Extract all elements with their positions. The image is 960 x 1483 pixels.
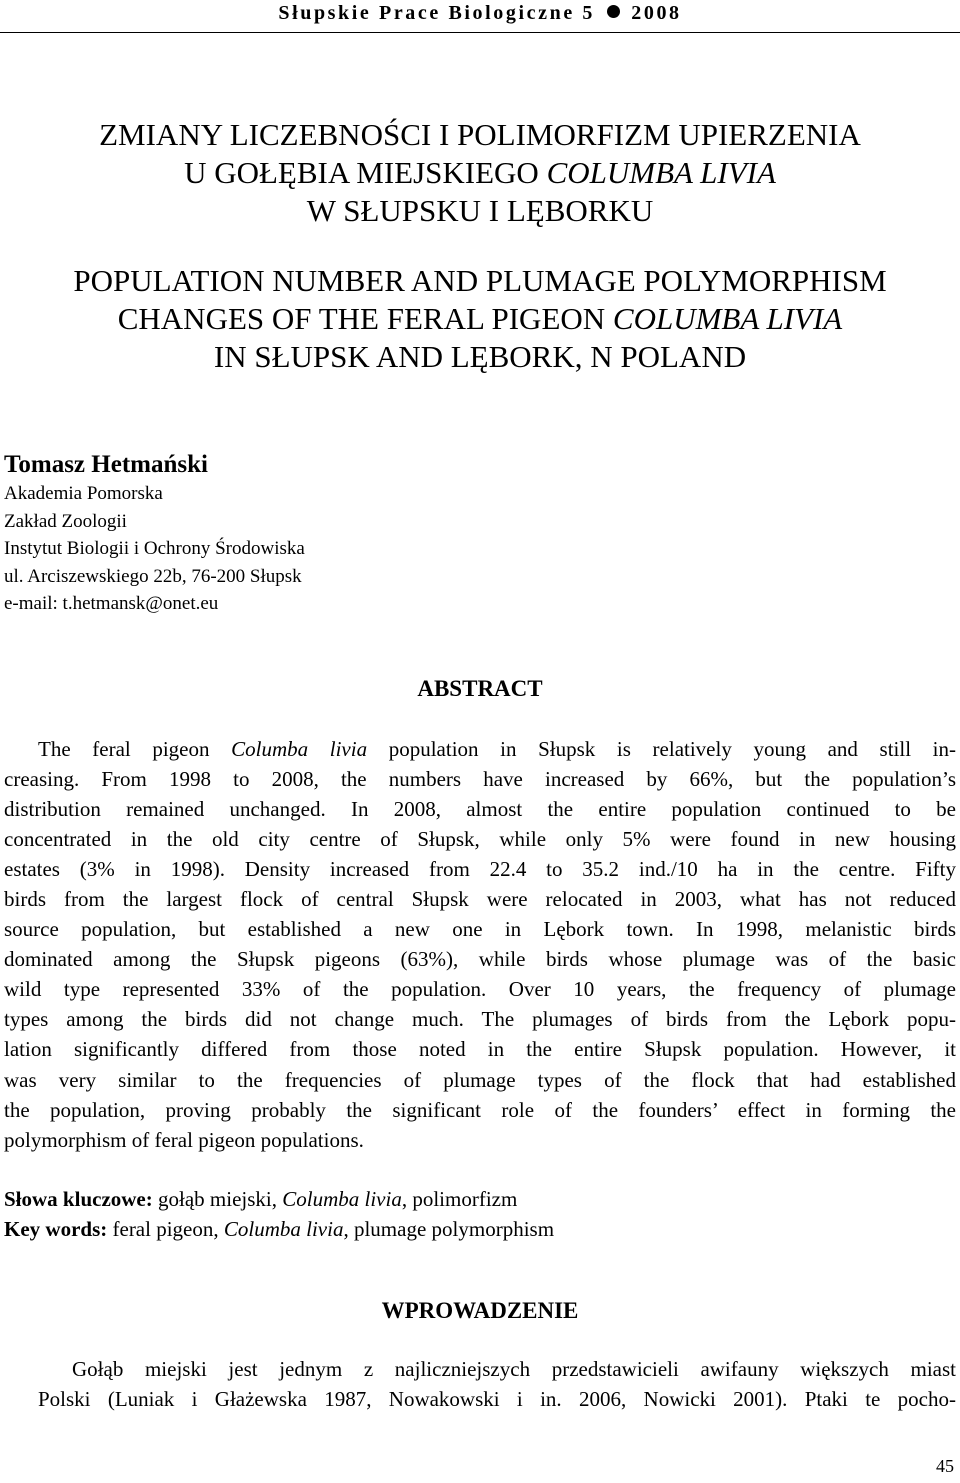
abstract-line	[4, 1034, 956, 1064]
keywords-pl-text-end: , polimorfizm	[401, 1187, 518, 1211]
abstract-text: population in Słupsk is relatively young and still in-	[367, 737, 956, 761]
abstract-text: creasing. From 1998 to 2008, the numbers have increased by 66%, but the population’s	[4, 767, 956, 792]
keywords-en-species: Columba livia	[223, 1217, 344, 1241]
abstract-text: concentrated in the old city centre of Słupsk, while only 5% were found in new housing	[4, 827, 956, 852]
title-en-line-1: POPULATION NUMBER AND PLUMAGE POLYMORPHISM	[73, 263, 887, 298]
journal-year: 2008	[631, 2, 682, 24]
abstract-text: was very similar to the frequencies of plumage types of the flock that had established	[4, 1067, 956, 1092]
abstract-line	[4, 794, 956, 824]
title-pl-line-2-text: U GOŁĘBIA MIEJSKIEGO	[184, 155, 547, 190]
title-pl-line-1: ZMIANY LICZEBNOŚCI I POLIMORFIZM UPIERZENIA	[99, 117, 861, 152]
title-polish	[0, 116, 960, 230]
abstract-text: types among the birds did not change much. The plumages of birds from the Lębork popu-	[4, 1007, 956, 1032]
abstract-line	[4, 944, 956, 974]
title-english	[0, 262, 960, 376]
introduction-heading: WPROWADZENIE	[381, 1298, 579, 1323]
bullet-dot-icon	[607, 5, 620, 18]
keywords-en-text: feral pigeon,	[107, 1217, 224, 1241]
abstract-text: source population, but established a new one in Lębork town. In 1998, melanistic birds	[4, 917, 956, 942]
abstract-text: wild type represented 33% of the population. Over 10 years, the frequency of plumage	[4, 977, 956, 1002]
affiliation-line: Zakład Zoologii	[4, 510, 127, 532]
abstract-line	[4, 854, 956, 884]
keywords-en-text-end: , plumage polymorphism	[343, 1217, 555, 1241]
abstract-text: dominated among the Słupsk pigeons (63%), while birds whose plumage was of the basic	[4, 947, 956, 972]
abstract-body	[4, 734, 956, 1155]
abstract-line	[4, 824, 956, 854]
title-en-line-2	[0, 300, 960, 338]
abstract-line	[4, 734, 956, 764]
abstract-text: The feral pigeon	[38, 737, 232, 761]
author-name: Tomasz Hetmański	[4, 451, 208, 478]
abstract-line	[4, 764, 956, 794]
abstract-text: lation significantly differed from those noted in the entire Słupsk population. However, it	[4, 1037, 956, 1062]
abstract-text: polymorphism of feral pigeon populations.	[4, 1127, 364, 1152]
keywords-english	[4, 1214, 956, 1244]
abstract-line	[4, 974, 956, 1004]
affiliation-line: Instytut Biologii i Ochrony Środowiska	[4, 538, 305, 559]
abstract-line	[4, 1065, 956, 1095]
title-en-species: COLUMBA LIVIA	[612, 301, 843, 336]
affiliation-line: ul. Arciszewskiego 22b, 76-200 Słupsk	[4, 565, 302, 587]
keywords-pl-label: Słowa kluczowe:	[4, 1187, 153, 1211]
abstract-line	[4, 914, 956, 944]
affiliation-line: Akademia Pomorska	[4, 483, 163, 504]
header-rule	[0, 32, 960, 33]
abstract-text: birds from the largest flock of central Słupsk were relocated in 2003, what has not reduced	[4, 887, 956, 912]
title-pl-line-3: W SŁUPSKU I LĘBORKU	[306, 193, 654, 228]
introduction-body	[4, 1354, 956, 1414]
keywords-pl-species: Columba livia	[282, 1187, 402, 1211]
abstract-text: distribution remained unchanged. In 2008, almost the entire population continued to be	[4, 797, 956, 822]
page-number: 45	[936, 1456, 954, 1476]
abstract-line	[4, 1095, 956, 1125]
keywords-en-label: Key words:	[4, 1217, 108, 1241]
journal-name: Słupskie Prace Biologiczne 5	[278, 2, 596, 24]
intro-line: Polski (Luniak i Głażewska 1987, Nowakowski i in. 2006, Nowicki 2001). Ptaki te pocho-	[38, 1387, 956, 1412]
title-en-line-2-text: CHANGES OF THE FERAL PIGEON	[117, 301, 613, 336]
abstract-text: the population, proving probably the significant role of the founders’ effect in forming the	[4, 1097, 956, 1122]
title-en-line-3: IN SŁUPSK AND LĘBORK, N POLAND	[213, 339, 747, 374]
abstract-line	[4, 1125, 956, 1155]
keywords-polish	[4, 1184, 956, 1214]
title-pl-line-2	[0, 154, 960, 192]
author-block	[4, 450, 704, 618]
title-pl-species: COLUMBA LIVIA	[546, 155, 776, 190]
abstract-line	[4, 1004, 956, 1034]
abstract-species: Columba livia	[231, 737, 368, 761]
intro-line: Gołąb miejski jest jednym z najliczniejszych przedstawicieli awifauny większych miast	[72, 1357, 956, 1381]
abstract-heading: ABSTRACT	[417, 676, 543, 701]
keywords-pl-text: gołąb miejski,	[152, 1187, 283, 1211]
author-email: e-mail: t.hetmansk@onet.eu	[4, 593, 219, 614]
journal-header	[0, 0, 960, 26]
abstract-text: estates (3% in 1998). Density increased from 22.4 to 35.2 ind./10 ha in the centre. Fifty	[4, 857, 956, 882]
abstract-line	[4, 884, 956, 914]
